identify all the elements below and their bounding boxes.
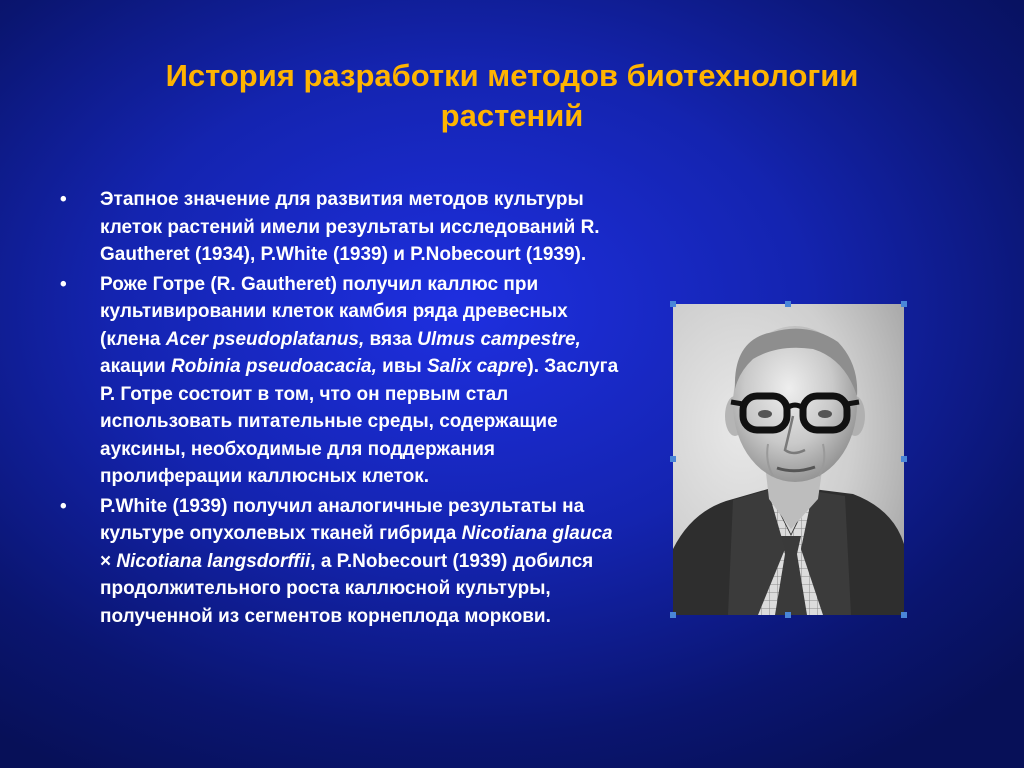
selection-handle-bottom-left[interactable] — [670, 612, 676, 618]
species-salix: Salix capre — [427, 356, 528, 377]
bullet-list — [60, 186, 620, 632]
selection-handle-bottom-middle[interactable] — [785, 612, 791, 618]
bullet-item-2 — [60, 271, 620, 491]
bullet-item-3 — [60, 493, 620, 631]
species-robinia: Robinia pseudoacacia, — [170, 356, 377, 377]
bullet-1-text: Этапное значение для развития методов культуры клеток растений имели результаты исследований R. Gautheret (1934), P.White (1939) и P.Nobecourt (1939). — [100, 189, 600, 265]
species-nicotiana-langsdorffii: Nicotiana langsdorffii — [116, 550, 311, 572]
bullet-2-text-a: Роже Готре (R. Gautheret) получил каллюс при культивировании клеток камбия ряда древесных (клена — [100, 273, 568, 350]
portrait-photo-icon — [673, 304, 904, 615]
selection-handle-middle-left[interactable] — [670, 456, 676, 462]
species-nicotiana-glauca: Nicotiana glauca — [461, 523, 613, 544]
bullet-3-text-b: , а P.Nobecourt (1939) добился продолжительного роста каллюсной культуры, полученной из сегментов корнеплода моркови. — [100, 550, 594, 627]
species-ulmus: Ulmus campestre, — [417, 328, 581, 350]
selection-handle-bottom-right[interactable] — [901, 612, 907, 618]
selection-handle-top-right[interactable] — [901, 301, 907, 307]
bullet-2-text-e: ). Заслуга Р. Готре состоит в том, что он первым стал использовать питательные среды, содержащие ауксины, необходимые для поддержания пролиферации каллюсных клеток. — [100, 356, 619, 487]
selection-handle-top-left[interactable] — [670, 301, 676, 307]
selection-handle-middle-right[interactable] — [901, 456, 907, 462]
species-acer: Acer pseudoplatanus, — [165, 328, 365, 350]
slide-title-line-1: История разработки методов биотехнологии — [165, 58, 859, 93]
hybrid-cross-sign: × — [100, 550, 117, 572]
slide-title — [60, 56, 964, 136]
portrait-photo[interactable] — [673, 304, 904, 615]
bullet-2-text-c: акации — [100, 356, 171, 377]
selection-handle-top-middle[interactable] — [785, 301, 791, 307]
bullet-item-1 — [60, 186, 620, 269]
bullet-3-text-a: P.White (1939) получил аналогичные результаты на культуре опухолевых тканей гибрида — [100, 495, 585, 544]
bullet-2-text-d: ивы — [376, 356, 428, 377]
slide-title-line-2: растений — [440, 98, 584, 133]
bullet-2-text-b: вяза — [364, 328, 418, 350]
